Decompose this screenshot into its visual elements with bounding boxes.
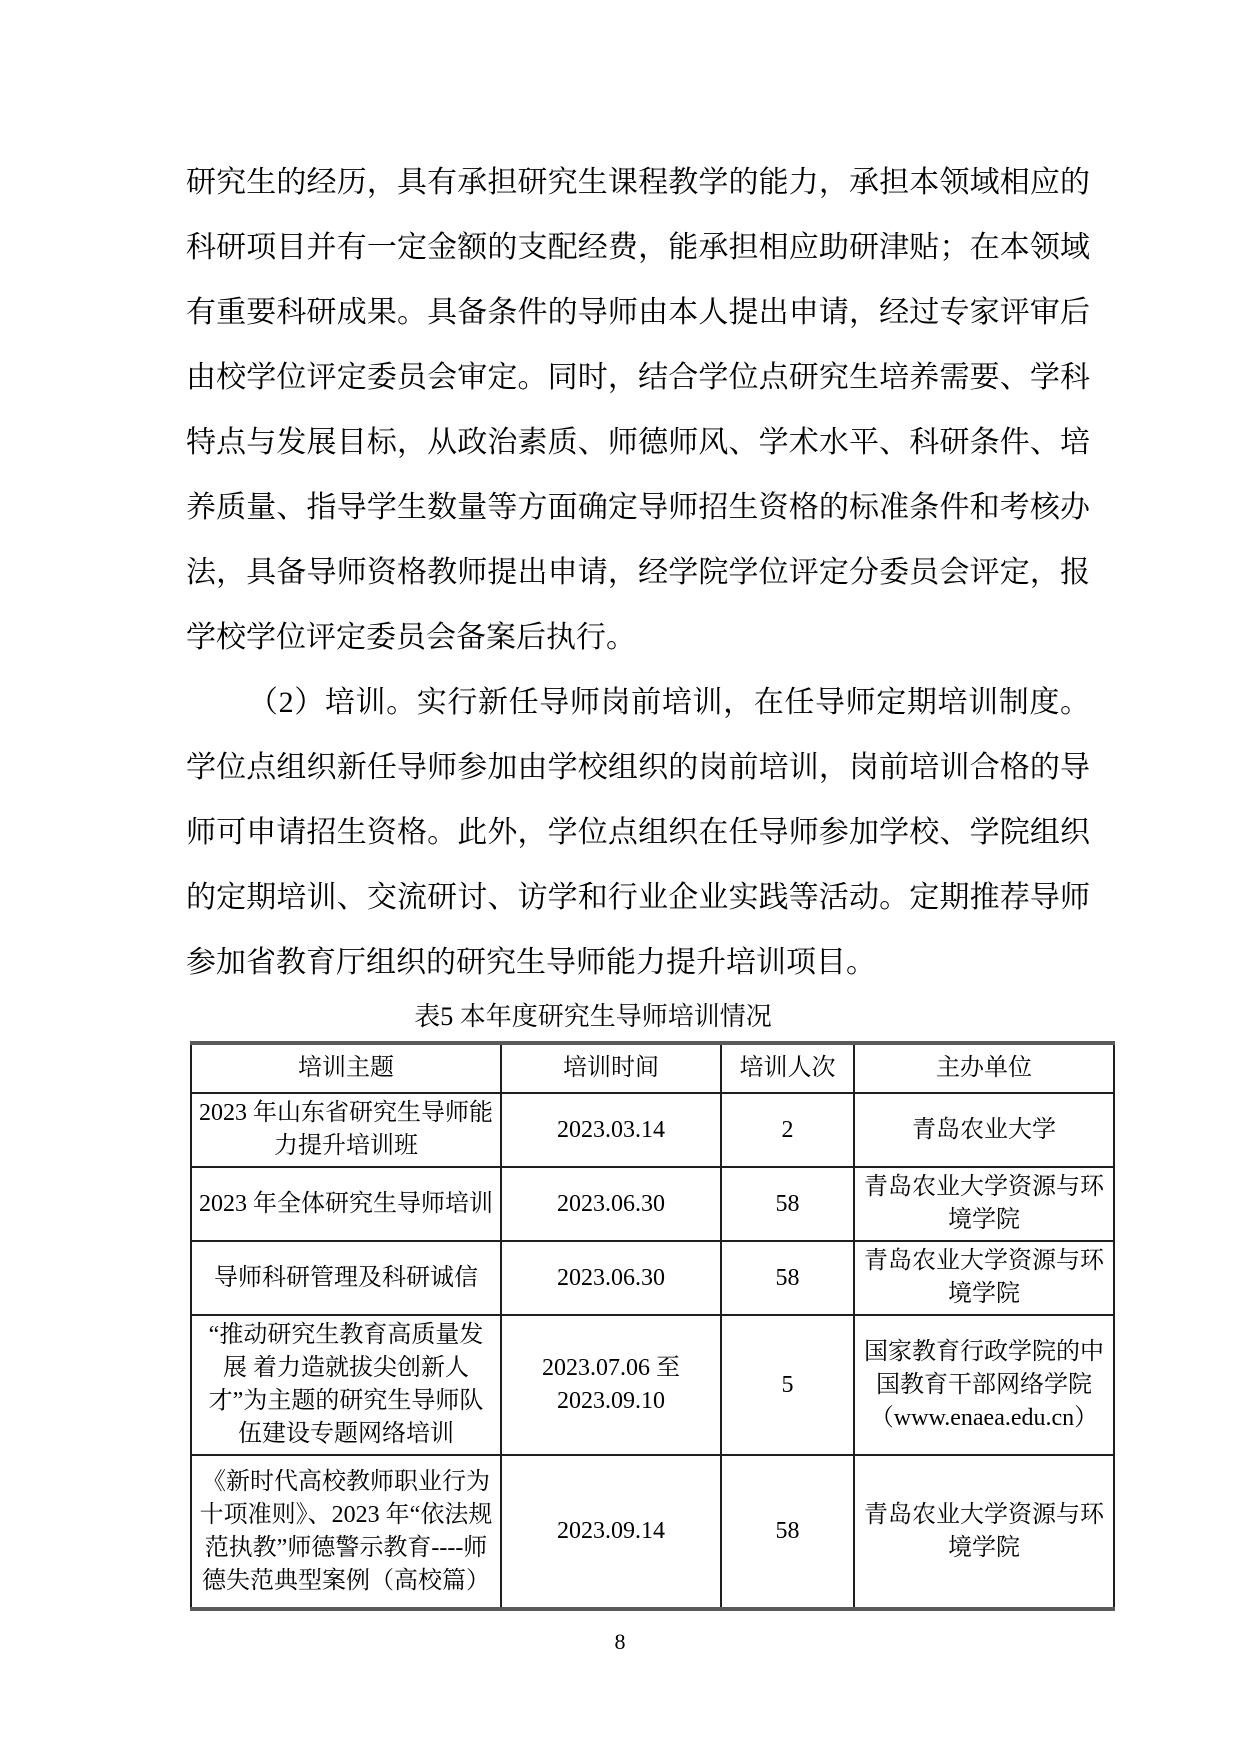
table-row <box>191 1455 1114 1609</box>
time-cell: 2023.06.30 <box>501 1167 721 1241</box>
page-number: 8 <box>614 1629 626 1654</box>
organizer-cell: 青岛农业大学资源与环境学院 <box>854 1241 1114 1315</box>
topic-cell: 《新时代高校教师职业行为十项准则》、2023 年“依法规范执教”师德警示教育----师德失范典型案例（高校篇） <box>191 1455 501 1609</box>
table-body <box>191 1093 1114 1609</box>
count-cell: 5 <box>721 1315 854 1455</box>
organizer-cell: 青岛农业大学 <box>854 1093 1114 1167</box>
table-caption: 表5 本年度研究生导师培训情况 <box>414 1002 772 1031</box>
column-header-3: 主办单位 <box>854 1043 1114 1093</box>
column-header-1: 培训时间 <box>501 1043 721 1093</box>
topic-cell: 2023 年全体研究生导师培训 <box>191 1167 501 1241</box>
table-header-row <box>191 1043 1114 1093</box>
table-row <box>191 1315 1114 1455</box>
topic-cell: “推动研究生教育高质量发展 着力造就拔尖创新人才”为主题的研究生导师队伍建设专题网络培训 <box>191 1315 501 1455</box>
count-cell: 58 <box>721 1241 854 1315</box>
time-cell: 2023.06.30 <box>501 1241 721 1315</box>
table-row <box>191 1241 1114 1315</box>
topic-cell: 2023 年山东省研究生导师能力提升培训班 <box>191 1093 501 1167</box>
training-table <box>190 1041 1115 1611</box>
time-cell: 2023.03.14 <box>501 1093 721 1167</box>
column-header-0: 培训主题 <box>191 1043 501 1093</box>
organizer-cell: 青岛农业大学资源与环境学院 <box>854 1167 1114 1241</box>
table-row <box>191 1093 1114 1167</box>
paragraph-mentor-qualification: 研究生的经历，具有承担研究生课程教学的能力，承担本领域相应的科研项目并有一定金额的支配经费，能承担相应助研津贴；在本领域有重要科研成果。具备条件的导师由本人提出申请，经过专家评审后由校学位评定委员会审定。同时，结合学位点研究生培养需要、学科特点与发展目标，从政治素质、师德师风、学术水平、科研条件、培养质量、指导学生数量等方面确定导师招生资格的标准条件和考核办法，具备导师资格教师提出申请，经学院学位评定分委员会评定，报学校学位评定委员会备案后执行。 <box>186 166 1090 654</box>
time-cell: 2023.07.06 至 2023.09.10 <box>501 1315 721 1455</box>
time-cell: 2023.09.14 <box>501 1455 721 1609</box>
count-cell: 58 <box>721 1167 854 1241</box>
paragraph-mentor-training: （2）培训。实行新任导师岗前培训，在任导师定期培训制度。学位点组织新任导师参加由学校组织的岗前培训，岗前培训合格的导师可申请招生资格。此外，学位点组织在任导师参加学校、学院组织的定期培训、交流研讨、访学和行业企业实践等活动。定期推荐导师参加省教育厅组织的研究生导师能力提升培训项目。 <box>186 686 1090 979</box>
organizer-cell: 青岛农业大学资源与环境学院 <box>854 1455 1114 1609</box>
column-header-2: 培训人次 <box>721 1043 854 1093</box>
organizer-cell: 国家教育行政学院的中国教育干部网络学院（www.enaea.edu.cn） <box>854 1315 1114 1455</box>
count-cell: 2 <box>721 1093 854 1167</box>
topic-cell: 导师科研管理及科研诚信 <box>191 1241 501 1315</box>
count-cell: 58 <box>721 1455 854 1609</box>
table-row <box>191 1167 1114 1241</box>
